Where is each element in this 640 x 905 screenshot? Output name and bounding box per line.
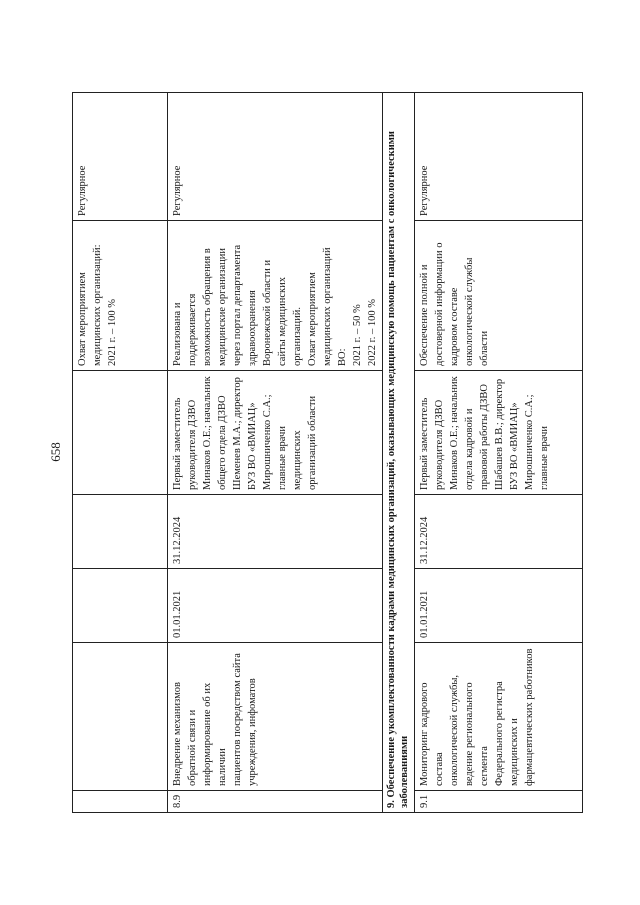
table-row [73,93,168,813]
table-row [415,93,583,813]
cell-frequency: Регулярное [168,93,383,221]
rotated-table-wrapper [72,93,572,813]
section-row [383,93,415,813]
cell-title: Внедрение механизмов обратной связи и информирование об их наличии пациентов посредством сайта учреждения, инфоматов [168,643,383,791]
cell-indicator: Обеспечение полной и достоверной информации о кадровом составе онкологической службы области [415,221,583,371]
cell-title [73,643,168,791]
table-row [168,93,383,813]
cell-num: 8.9 [168,791,383,813]
cell-resp [73,371,168,495]
table-frame [72,93,572,813]
cell-indicator: Реализована и поддерживается возможность обращения в медицинские организации через портал департамента здравоохранения Воронежской области и сайты медицинских организаций. Охват мероприятием медицинских организаций ВО: 2021 г. – 50 % 2022 г. – 100 % [168,221,383,371]
cell-frequency: Регулярное [415,93,583,221]
cell-num [73,791,168,813]
cell-end: 31.12.2024 [168,495,383,569]
cell-resp: Первый заместитель руководителя ДЗВО Минаков О.Е.; начальник общего отдела ДЗВО Шеменев М.А.; директор БУЗ ВО «ВМИАЦ» Мирошниченко С.А.; главные врачи медицинских организаций области [168,371,383,495]
cell-start: 01.01.2021 [168,569,383,643]
cell-indicator: Охват мероприятием медицинских организаций: 2021 г. – 100 % [73,221,168,371]
cell-end: 31.12.2024 [415,495,583,569]
cell-start: 01.01.2021 [415,569,583,643]
cell-end [73,495,168,569]
page-number: 658 [48,442,63,462]
plan-table [72,92,583,813]
cell-start [73,569,168,643]
section-heading: 9. Обеспечение укомплектованности кадрами медицинских организаций, оказывающих медицинскую помощь пациентам с онкологическими заболеваниями [383,93,415,813]
cell-resp: Первый заместитель руководителя ДЗВО Минаков О.Е.; начальник отдела кадровой и правовой работы ДЗВО Шабашев В.В.; директор БУЗ ВО «ВМИАЦ» Мирошниченко С.А.; главные врачи [415,371,583,495]
cell-title: Мониторинг кадрового состава онкологической службы, ведение регионального сегмента Федерального регистра медицинских и фармацевтических работников [415,643,583,791]
cell-frequency: Регулярное [73,93,168,221]
cell-num: 9.1 [415,791,583,813]
